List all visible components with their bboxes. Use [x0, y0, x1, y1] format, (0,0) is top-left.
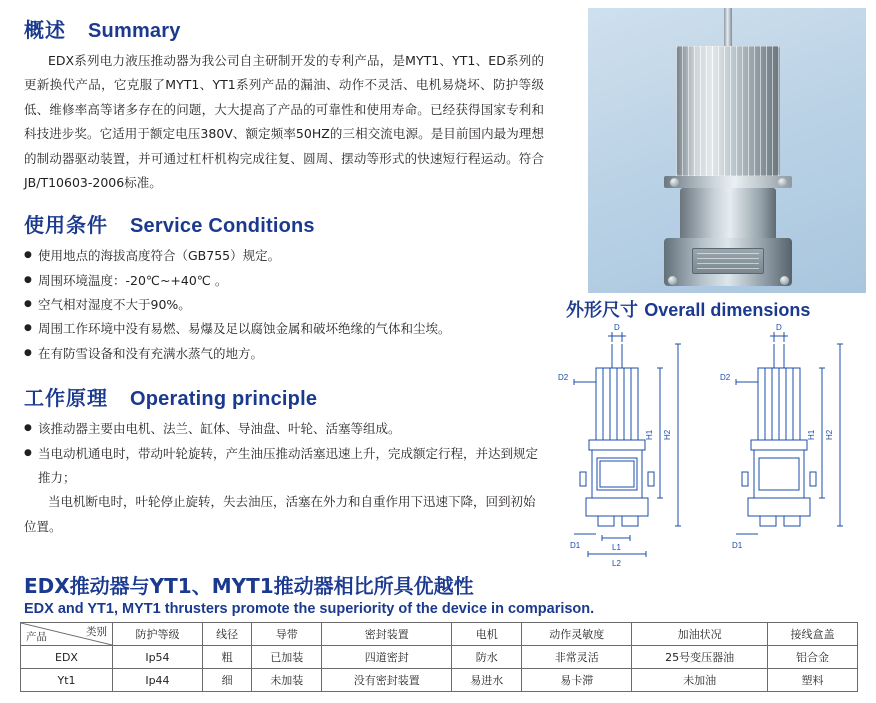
table-header-cell: 密封装置 — [322, 623, 452, 646]
section-title-cn: 使用条件 — [24, 213, 108, 238]
table-cell: 细 — [202, 669, 252, 692]
section-title-cn: 工作原理 — [24, 386, 108, 411]
overall-dimensions-title — [566, 296, 876, 322]
table-header-cell: 防护等级 — [113, 623, 203, 646]
photo-piston-rod — [724, 8, 732, 48]
summary-paragraph: EDX系列电力液压推动器为我公司自主研制开发的专利产品，是MYT1、YT1、ED系列的更新换代产品，它克服了MYT1、YT1系列产品的漏油、动作不灵活、电机易烧坏、防护等级低、维修率高等诸多存在的问题，大大提高了产品的可靠性和使用寿命。已经获得国家专利和科技进步奖。它适用于额定电压380V、额定频率50HZ的三相交流电源。是目前国内最为理想的制动器驱动装置，并可通过杠杆机构完成往复、圆周、摆动等形式的快速短行程运动。符合JB/T10603-2006标准。 — [24, 53, 544, 190]
dimensions-title-en: Overall dimensions — [644, 300, 811, 320]
table-row — [21, 669, 858, 692]
label-H2: H2 — [663, 429, 672, 440]
table-cell: Ip44 — [113, 669, 203, 692]
label-H1: H1 — [807, 429, 816, 440]
table-row-label: EDX — [21, 646, 113, 669]
section-title-en: Summary — [88, 20, 181, 42]
section-heading-summary — [24, 14, 550, 43]
table-cell: 易进水 — [452, 669, 522, 692]
table-cell: 塑料 — [768, 669, 858, 692]
table-cell: 铝合金 — [768, 646, 858, 669]
corner-label-category: 类别 — [86, 626, 107, 638]
table-header-cell: 线径 — [202, 623, 252, 646]
photo-bolt — [668, 276, 677, 285]
photo-cylinder — [676, 46, 780, 176]
table-cell: 防水 — [452, 646, 522, 669]
dimensions-title-cn: 外形尺寸 — [566, 300, 638, 321]
label-D2: D2 — [558, 373, 569, 382]
table-cell: 25号变压器油 — [632, 646, 768, 669]
table-cell: 易卡滞 — [522, 669, 632, 692]
label-L1: L1 — [612, 543, 621, 552]
table-cell: 未加装 — [252, 669, 322, 692]
list-item: ● 周围工作环境中没有易燃、易爆及足以腐蚀金属和破坏绝缘的气体和尘埃。 — [24, 317, 544, 341]
drawing-right-view — [720, 323, 843, 550]
table-header-cell: 加油状况 — [632, 623, 768, 646]
label-L2: L2 — [612, 559, 621, 568]
section-heading-operating-principle — [24, 382, 550, 411]
table-cell: 粗 — [202, 646, 252, 669]
product-photo — [588, 8, 866, 293]
label-H2: H2 — [825, 429, 834, 440]
photo-nameplate — [692, 248, 764, 274]
photo-cylinder-fins — [676, 46, 780, 176]
label-D2: D2 — [720, 373, 731, 382]
label-D: D — [776, 323, 782, 332]
table-header-cell: 接线盒盖 — [768, 623, 858, 646]
photo-bolt — [778, 178, 787, 187]
list-item: ● 该推动器主要由电机、法兰、缸体、导油盘、叶轮、活塞等组成。 — [24, 417, 544, 441]
label-D1: D1 — [570, 541, 581, 550]
dimension-drawings-svg — [556, 322, 876, 582]
operating-principle-subparagraph: 当电机断电时，叶轮停止旋转，失去油压，活塞在外力和自重作用下迅速下降，回到初始位置。 — [24, 494, 536, 534]
photo-flange — [664, 176, 792, 188]
table-header-cell: 电机 — [452, 623, 522, 646]
table-header-row — [21, 623, 858, 646]
photo-motor-body — [680, 188, 776, 240]
comparison-table-wrapper — [20, 622, 860, 692]
comparison-heading — [24, 570, 864, 617]
table-header-cell: 导带 — [252, 623, 322, 646]
comparison-table — [20, 622, 858, 692]
section-title-en: Operating principle — [130, 388, 318, 411]
section-heading-service-conditions — [24, 209, 550, 238]
service-conditions-list — [24, 244, 544, 366]
corner-label-product: 产品 — [26, 631, 47, 643]
list-item: ● 在有防雪设备和没有充满水蒸气的地方。 — [24, 342, 544, 366]
table-cell: 已加装 — [252, 646, 322, 669]
table-corner-cell — [21, 623, 113, 646]
table-cell: 未加油 — [632, 669, 768, 692]
table-cell: 没有密封装置 — [322, 669, 452, 692]
table-row — [21, 646, 858, 669]
photo-bolt — [670, 178, 679, 187]
technical-drawings — [556, 322, 876, 582]
table-cell: Ip54 — [113, 646, 203, 669]
label-H1: H1 — [645, 429, 654, 440]
list-item: ● 空气相对湿度不大于90%。 — [24, 293, 544, 317]
comparison-heading-cn: EDX推动器与YT1、MYT1推动器相比所具优越性 — [24, 574, 474, 598]
table-row-label: Yt1 — [21, 669, 113, 692]
photo-nameplate-text — [697, 253, 759, 269]
list-item: ● 当电动机通电时，带动叶轮旋转，产生油压推动活塞迅速上升，完成额定行程，并达到规定推力； — [24, 442, 544, 491]
label-D1: D1 — [732, 541, 743, 550]
list-item: ● 周围环境温度：-20℃~+40℃ 。 — [24, 269, 544, 293]
section-title-cn: 概述 — [24, 18, 66, 42]
list-item: ● 使用地点的海拔高度符合（GB755）规定。 — [24, 244, 544, 268]
drawing-left-view — [558, 323, 681, 568]
label-D: D — [614, 323, 620, 332]
photo-bolt — [780, 276, 789, 285]
operating-principle-list — [24, 417, 544, 539]
table-cell: 非常灵活 — [522, 646, 632, 669]
table-cell: 四道密封 — [322, 646, 452, 669]
comparison-heading-en: EDX and YT1, MYT1 thrusters promote the superiority of the device in comparison. — [24, 601, 595, 617]
section-title-en: Service Conditions — [130, 215, 315, 238]
table-header-cell: 动作灵敏度 — [522, 623, 632, 646]
